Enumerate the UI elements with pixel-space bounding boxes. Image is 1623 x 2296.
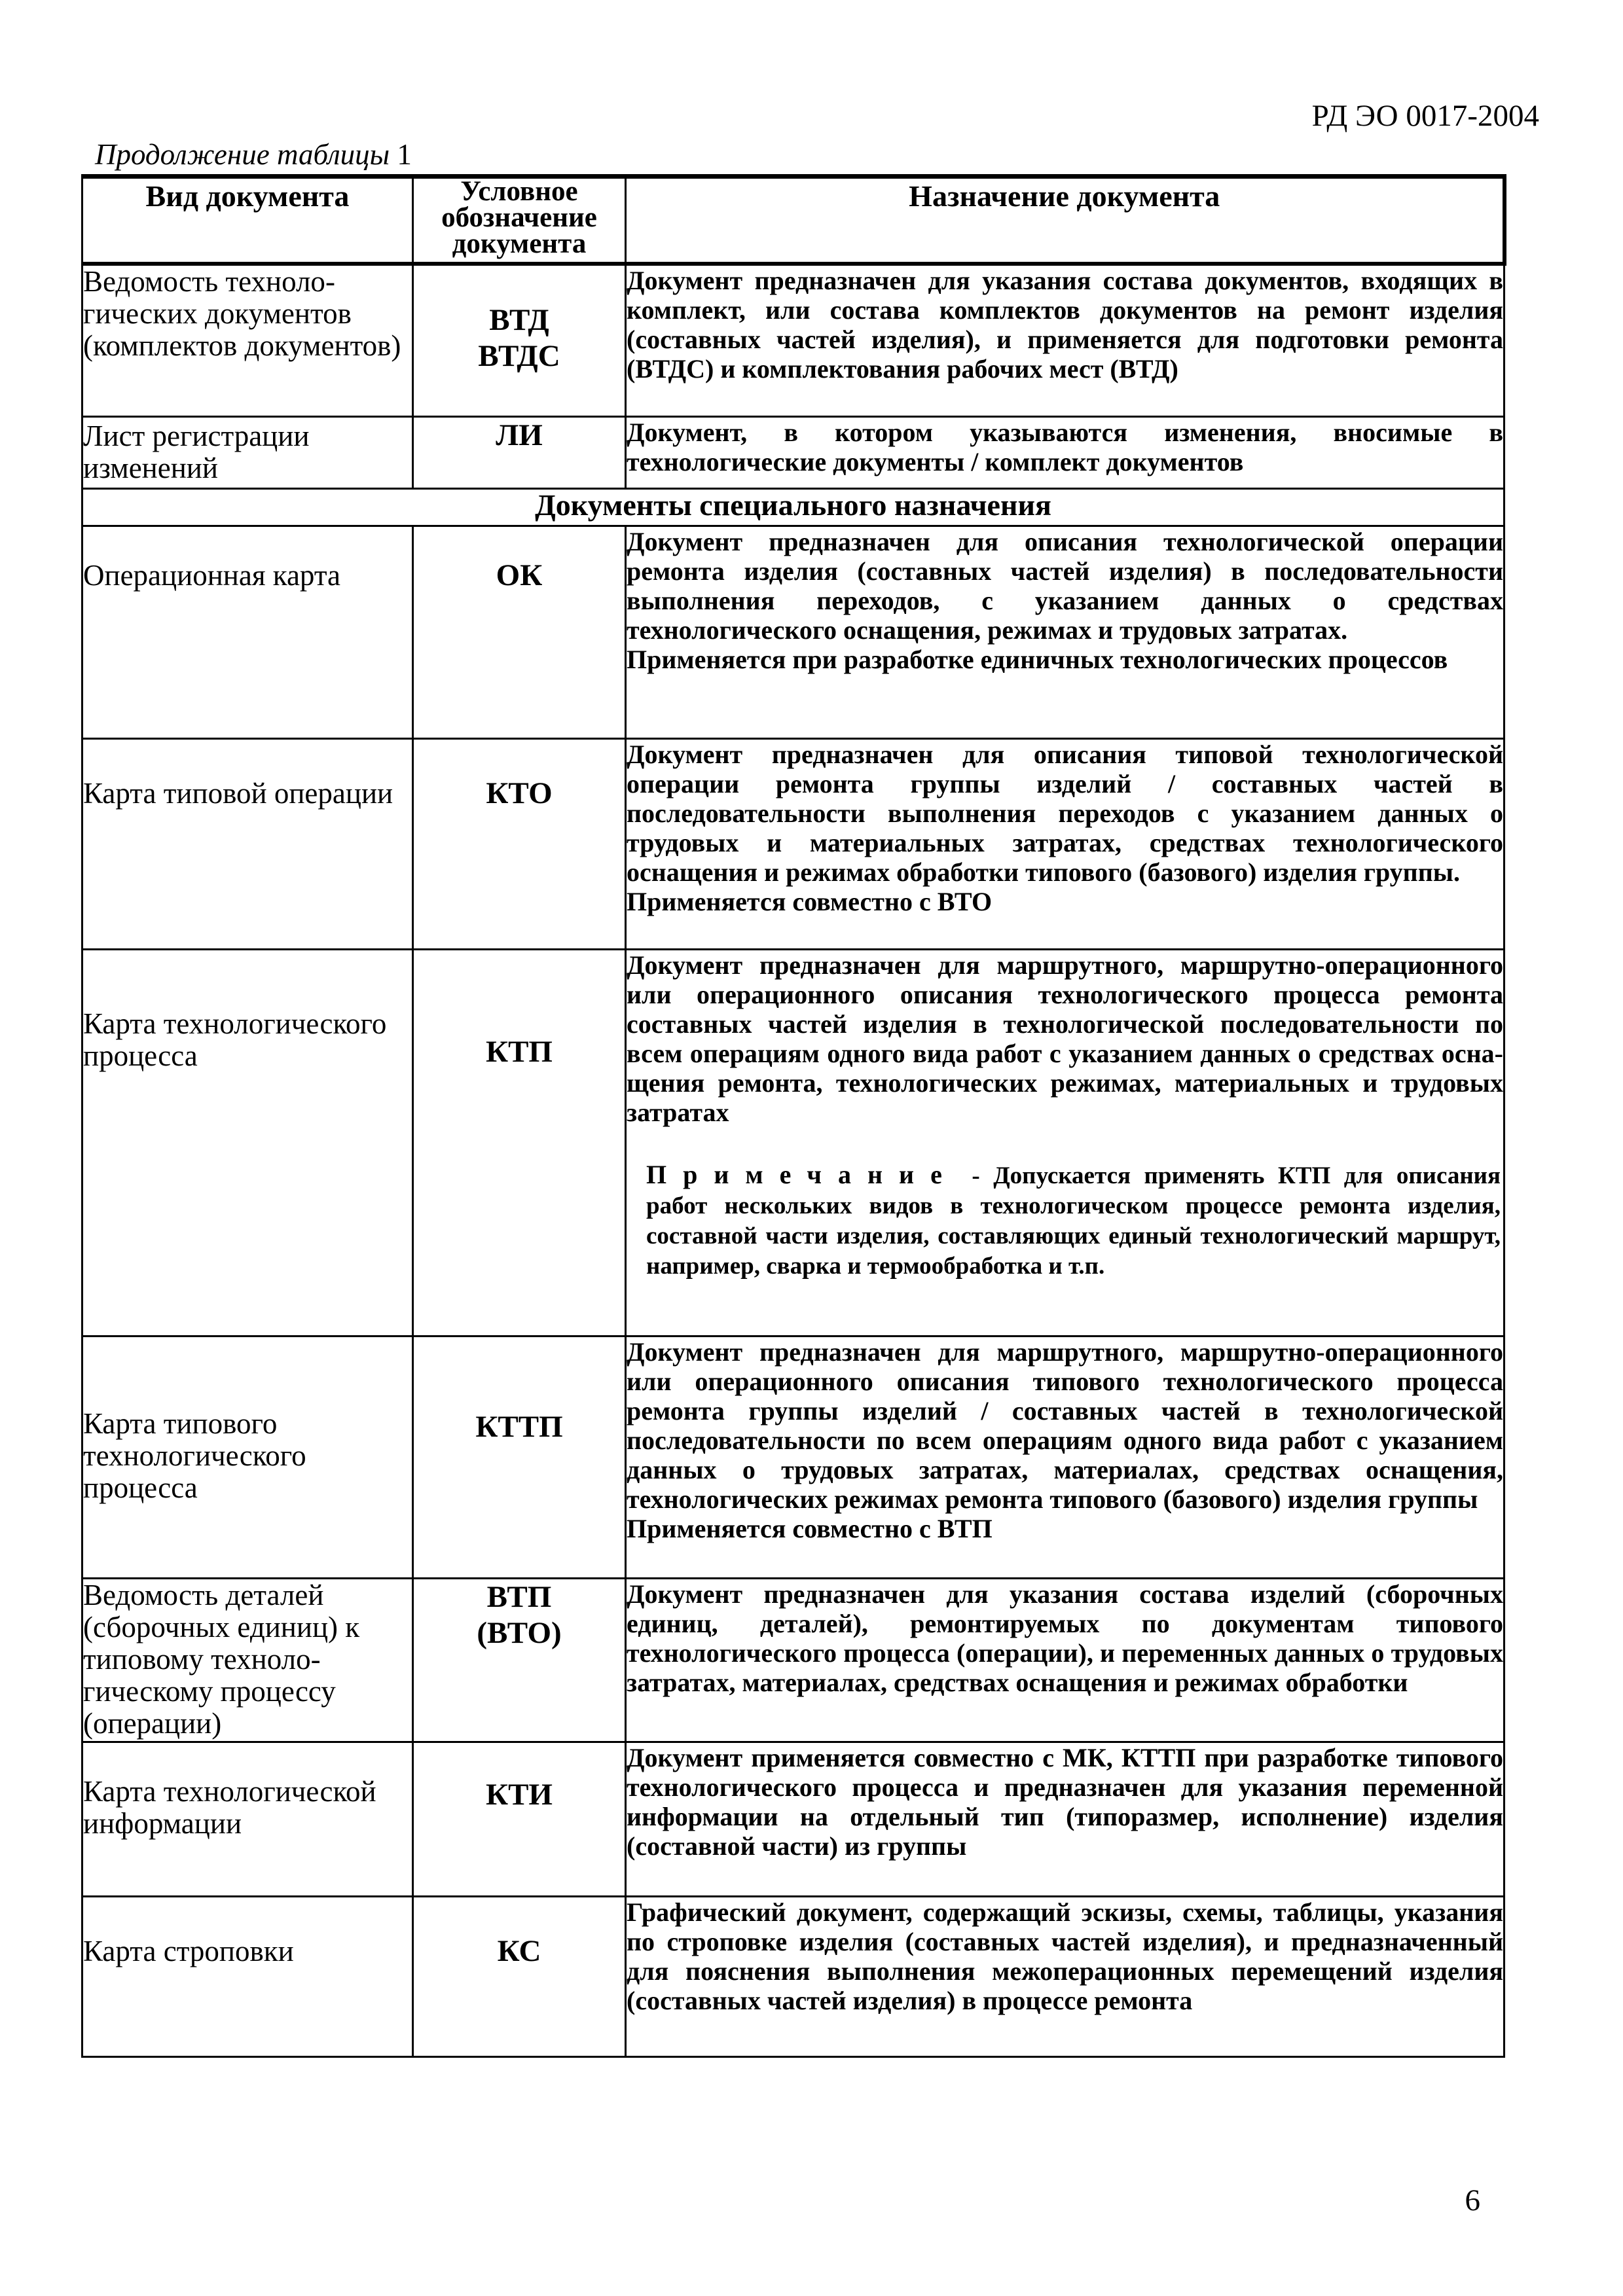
row-kind: Операционная карта (82, 526, 413, 739)
row-purpose-extra: Применяется совместно с ВТП (627, 1514, 993, 1543)
row-kind: Карта типовой операции (82, 739, 413, 950)
row-purpose-cell (626, 1336, 1504, 1579)
note-text: - Допускается применять КТП для описания работ нескольких видов в технологическом процессе ремонта изделия, составной части изделия, составляющих единый технологический маршрут, например, сварка и термообработка и т.п. (646, 1162, 1501, 1280)
row-purpose: Документ, в котором указываются изменения, вносимые в технологические документы / комплект документов (626, 417, 1504, 489)
continuation-text: Продолжение таблицы (95, 138, 390, 171)
row-purpose-cell (626, 526, 1504, 739)
row-code: ВТД ВТДС (413, 264, 626, 417)
row-purpose: Документ предназначен для описания технологической операции ремонта изделия (составных частей изделия) в последовательности выполнения переходов, с указанием данных о средствах технологического оснащения, режимах и трудовых затратах. (627, 527, 1503, 645)
section-row (82, 489, 1504, 526)
row-code: КТП (413, 950, 626, 1336)
column-header-kind: Вид документа (82, 177, 413, 264)
row-code: КТО (413, 739, 626, 950)
table-row (82, 739, 1504, 950)
row-kind: Ведомость деталей (сборочных единиц) к типовому технологическому процессу (операции) (82, 1579, 413, 1742)
column-header-purpose: Назначение документа (626, 177, 1504, 264)
row-code: КС (413, 1897, 626, 2057)
table-row (82, 264, 1504, 417)
table-row (82, 526, 1504, 739)
row-kind: Карта строповки (82, 1897, 413, 2057)
documents-table (81, 174, 1506, 2058)
table-header-row (82, 177, 1504, 264)
note-label: Примечание (646, 1160, 958, 1189)
table-row (82, 1742, 1504, 1897)
row-purpose-extra: Применяется при разработке единичных технологических процессов (627, 645, 1448, 674)
table-row (82, 950, 1504, 1336)
row-purpose: Документ предназначен для описания типовой технологической операции ремонта группы изделий / составных частей в последовательности выполнения переходов с указанием данных о трудовых и материальных затратах, средствах технологического оснащения и режимах обработки типового (базового) изделия группы. (627, 740, 1503, 887)
row-purpose: Графический документ, содержащий эскизы, схемы, таблицы, указания по строповке изделия (составных частей изделия), и предназначенный для пояснения выполнения межоперационных перемещений изделия (составных частей изделия) в процессе ремонта (626, 1897, 1504, 2057)
row-kind: Лист регистрации изменений (82, 417, 413, 489)
row-purpose: Документ предназначен для маршрутного, маршрутно-операционного или операционного описания типового технологического процесса ремонта группы изделий / составных частей в технологической последовательности по всем операциям одного вида работ с указанием данных о трудовых затратах, материалах, средствах оснащения, технологических режимах ремонта типового (базового) изделия группы (627, 1337, 1503, 1514)
table-row (82, 1336, 1504, 1579)
table-row (82, 1579, 1504, 1742)
row-purpose: Документ предназначен для указания состава изделий (сборочных единиц, деталей), ремонтируемых по документам типового технологического процесса (операции), и переменных данных о трудовых затратах, материалах, средствах оснащения и режимах обработки (626, 1579, 1504, 1742)
row-code: ВТП (ВТО) (413, 1579, 626, 1742)
row-kind: Карта типового технологического процесса (82, 1336, 413, 1579)
row-purpose-extra: Применяется совместно с ВТО (627, 887, 993, 916)
row-code: КТИ (413, 1742, 626, 1897)
row-code: ОК (413, 526, 626, 739)
row-code: КТТП (413, 1336, 626, 1579)
row-kind: Карта технологической информации (82, 1742, 413, 1897)
row-purpose-cell (626, 739, 1504, 950)
row-code: ЛИ (413, 417, 626, 489)
continuation-number: 1 (397, 138, 412, 171)
section-title: Документы специального назначения (82, 489, 1504, 526)
row-purpose: Документ предназначен для указания состава документов, входящих в комплект, или состава комплектов документов на ремонт изделия (составных частей изделия), и применяется для подготовки ремонта (ВТДС) и комплектования рабочих мест (ВТД) (626, 264, 1504, 417)
document-code: РД ЭО 0017-2004 (1311, 99, 1539, 133)
column-header-code: Условное обозначение документа (413, 177, 626, 264)
table-continuation-label (95, 137, 412, 171)
row-purpose-cell (626, 950, 1504, 1336)
table-row (82, 1897, 1504, 2057)
row-purpose: Документ предназначен для маршрутного, маршрутно-операционного или операционного описания технологического процесса ремонта составных частей изделия в технологической последовательности по всем операциям одного вида работ с указанием данных о средствах оснащения ремонта, технологических режимах, материальных и трудовых затратах (627, 950, 1503, 1127)
row-kind: Карта технологического процесса (82, 950, 413, 1336)
table-row (82, 417, 1504, 489)
page-number: 6 (1465, 2183, 1480, 2217)
row-purpose: Документ применяется совместно с МК, КТТП при разработке типового технологического процесса и предназначен для указания переменной информации на отдельный тип (типоразмер, исполнение) изделия (составной части) из группы (626, 1742, 1504, 1897)
row-kind: Ведомость технологических документов (комплектов документов) (82, 264, 413, 417)
row-note (646, 1160, 1503, 1282)
